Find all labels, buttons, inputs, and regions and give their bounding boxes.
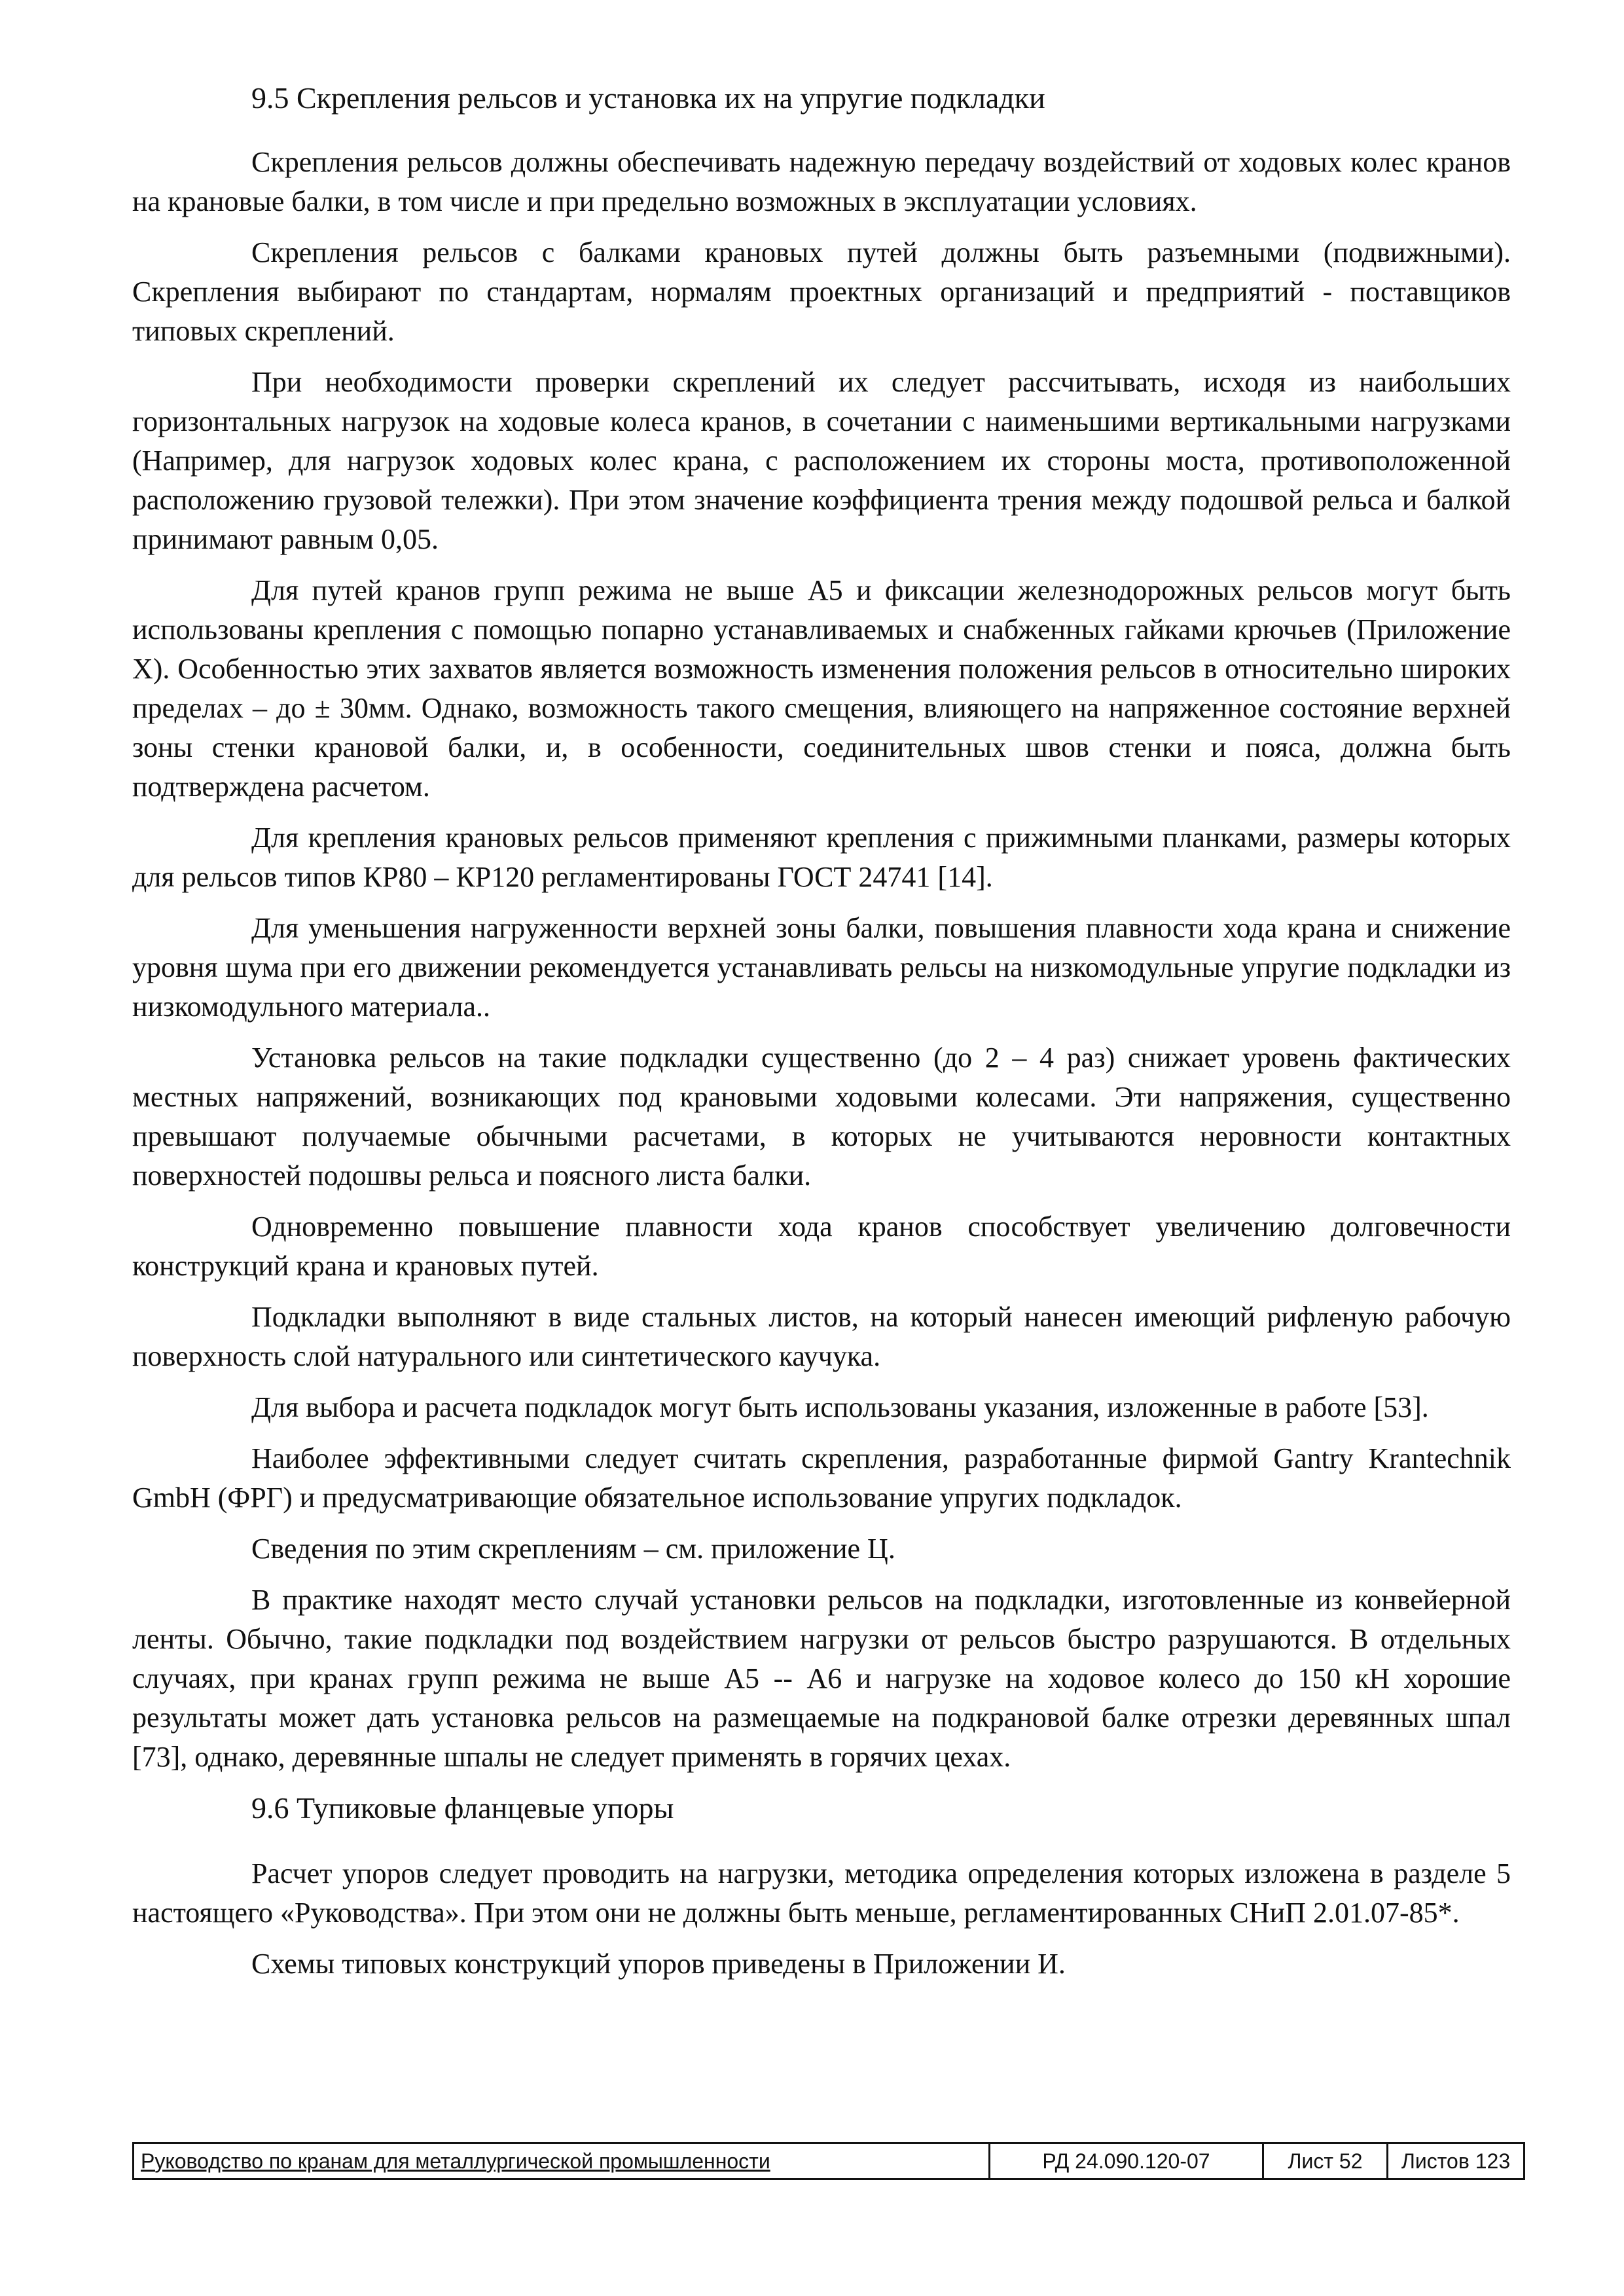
paragraph: Подкладки выполняют в виде стальных листов, на который нанесен имеющий рифленую рабочую поверхность слой натурального или синтетического каучука. — [132, 1301, 1511, 1372]
paragraph: Сведения по этим скреплениям – см. приложение Ц. — [251, 1533, 895, 1565]
footer-total-sheets: Листов 123 — [1401, 2149, 1511, 2173]
footer-title: Руководство по кранам для металлургической промышленности — [134, 2144, 990, 2178]
paragraph: Для путей кранов групп режима не выше А5 и фиксации железнодорожных рельсов могут быть использованы крепления с помощью попарно устанавливаемых и снабженных гайками крючьев (Приложение X). Особенностью этих захватов является возможность изменения положения рельсов в относительно широких пределах – до ± 30мм. Однако, возможность такого смещения, влияющего на напряженное состояние верхней зоны стенки крановой балки, и, в особенности, соединительных швов стенки и пояса, должна быть подтверждена расчетом. — [132, 574, 1511, 803]
footer-sheet-number: Лист 52 — [1264, 2144, 1388, 2178]
paragraph: Одновременно повышение плавности хода кранов способствует увеличению долговечности конструкций крана и крановых путей. — [132, 1211, 1511, 1282]
paragraph: Наиболее эффективными следует считать скрепления, разработанные фирмой Gantry Krantechnik GmbH (ФРГ) и предусматривающие обязательное использование упругих подкладок. — [132, 1442, 1511, 1514]
section-heading-9-5: 9.5 Скрепления рельсов и установка их на упругие подкладки — [251, 81, 1045, 115]
document-body — [132, 79, 1511, 1995]
paragraph: Скрепления рельсов должны обеспечивать надежную передачу воздействий от ходовых колес кранов на крановые балки, в том числе и при предельно возможных в эксплуатации условиях. — [132, 146, 1511, 217]
paragraph: Для крепления крановых рельсов применяют крепления с прижимными планками, размеры которых для рельсов типов КР80 – КР120 регламентированы ГОСТ 24741 [14]. — [132, 822, 1511, 893]
paragraph: Для выбора и расчета подкладок могут быть использованы указания, изложенные в работе [53]. — [251, 1391, 1429, 1423]
section-heading-9-6: 9.6 Тупиковые фланцевые упоры — [251, 1791, 674, 1825]
paragraph: При необходимости проверки скреплений их следует рассчитывать, исходя из наибольших горизонтальных нагрузок на ходовые колеса кранов, в сочетании с наименьшими вертикальными нагрузками (Например, для нагрузок ходовых колес крана, с расположением их стороны моста, противоположенной расположению грузовой тележки). При этом значение коэффициента трения между подошвой рельса и балкой принимают равным 0,05. — [132, 366, 1511, 555]
paragraph: Расчет упоров следует проводить на нагрузки, методика определения которых изложена в разделе 5 настоящего «Руководства». При этом они не должны быть меньше, регламентированных СНиП 2.01.07-85*. — [132, 1857, 1511, 1929]
paragraph: Схемы типовых конструкций упоров приведены в Приложении И. — [251, 1948, 1066, 1980]
paragraph: Скрепления рельсов с балками крановых путей должны быть разъемными (подвижными). Скрепления выбирают по стандартам, нормалям проектных организаций и предприятий - поставщиков типовых скреплений. — [132, 236, 1511, 347]
paragraph: Для уменьшения нагруженности верхней зоны балки, повышения плавности хода крана и снижение уровня шума при его движении рекомендуется устанавливать рельсы на низкомодульные упругие подкладки из низкомодульного материала.. — [132, 912, 1511, 1023]
title-block — [132, 2142, 1525, 2180]
paragraph: Установка рельсов на такие подкладки существенно (до 2 – 4 раз) снижает уровень фактических местных напряжений, возникающих под крановыми ходовыми колесами. Эти напряжения, существенно превышают получаемые обычными расчетами, в которых не учитываются неровности контактных поверхностей подошвы рельса и поясного листа балки. — [132, 1042, 1511, 1192]
footer-document-code: РД 24.090.120-07 — [990, 2144, 1264, 2178]
paragraph: В практике находят место случай установки рельсов на подкладки, изготовленные из конвейерной ленты. Обычно, такие подкладки под воздействием нагрузки от рельсов быстро разрушаются. В отдельных случаях, при кранах групп режима не выше А5 -- А6 и нагрузке на ходовое колесо до 150 кН хорошие результаты может дать установка рельсов на размещаемые на подкрановой балке отрезки деревянных шпал [73], однако, деревянные шпалы не следует применять в горячих цехах. — [132, 1584, 1511, 1773]
